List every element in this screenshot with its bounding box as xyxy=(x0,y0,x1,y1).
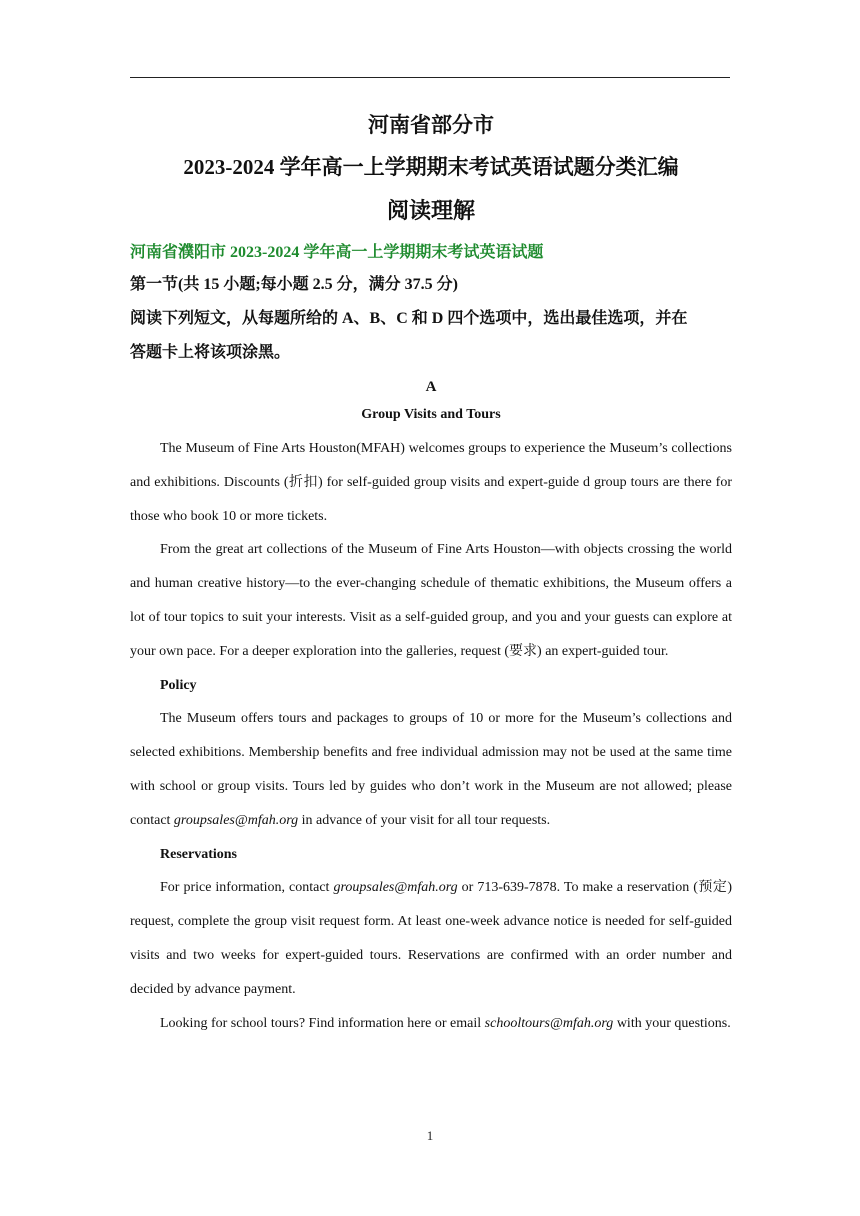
policy-text-end: in advance of your visit for all tour requests. xyxy=(298,812,551,828)
page-number: 1 xyxy=(426,1128,434,1143)
policy-text-start: The Museum offers tours and packages to groups of 10 or more for the Museum’s collections and selected exhibitions. Membership benefits and free individual admission may not be used at the same time with school or group visits. Tours led by guides who don’t work in the Museum are not allowed; please contact xyxy=(130,711,732,828)
passage-title: Group Visits and Tours xyxy=(361,407,501,422)
policy-email: groupsales@mfah.org xyxy=(173,812,299,828)
paragraph-intro-1: The Museum of Fine Arts Houston(MFAH) welcomes groups to experience the Museum’s collections and exhibitions. Discounts (折扣) for self-guided group visits and expert-guide d group tours are there for those who book 10 or more tickets. xyxy=(130,441,732,524)
reservations-text-start: For price information, contact xyxy=(160,880,334,896)
header-rule xyxy=(130,77,730,78)
school-text-start: Looking for school tours? Find information here or email xyxy=(160,1015,485,1031)
reservations-text-end: or 713-639-7878. To make a reservation (预定) request, complete the group visit request form. At least one-week advance notice is needed for self-guided visits and two weeks for expert-guided tours. Reservations are confirmed with an order number and decided by advance payment. xyxy=(130,880,732,997)
paragraph-policy xyxy=(130,702,732,837)
school-text-end: with your questions. xyxy=(613,1015,731,1031)
document-body xyxy=(130,108,732,1040)
instruction-line-2: 答题卡上将该项涂黑。 xyxy=(130,344,291,361)
instruction-line-1: 阅读下列短文，从每题所给的 A、B、C 和 D 四个选项中，选出最佳选项，并在 xyxy=(130,310,688,327)
paragraph-reservations xyxy=(130,871,732,1006)
paragraph-school-tours xyxy=(130,1007,732,1041)
document-title-section: 阅读理解 xyxy=(386,198,475,223)
reservations-heading: Reservations xyxy=(160,846,237,862)
document-title-region: 河南省部分市 xyxy=(368,113,494,137)
passage-letter: A xyxy=(425,379,437,395)
document-title-main: 2023-2024 学年高一上学期期末考试英语试题分类汇编 xyxy=(183,155,679,179)
exam-source-line: 河南省濮阳市 2023-2024 学年高一上学期期末考试英语试题 xyxy=(130,244,544,261)
section-info: 第一节(共 15 小题;每小题 2.5 分，满分 37.5 分) xyxy=(130,276,458,293)
school-email: schooltours@mfah.org xyxy=(484,1015,614,1031)
policy-heading: Policy xyxy=(160,677,197,693)
reservations-email: groupsales@mfah.org xyxy=(333,880,458,896)
paragraph-intro-2: From the great art collections of the Museum of Fine Arts Houston—with objects crossing the world and human creative history—to the ever-changing schedule of thematic exhibitions, the Museum offers a lot of tour topics to suit your interests. Visit as a self-guided group, and you and your guests can explore at your own pace. For a deeper exploration into the galleries, request (要求) an expert-guided tour. xyxy=(130,542,732,659)
